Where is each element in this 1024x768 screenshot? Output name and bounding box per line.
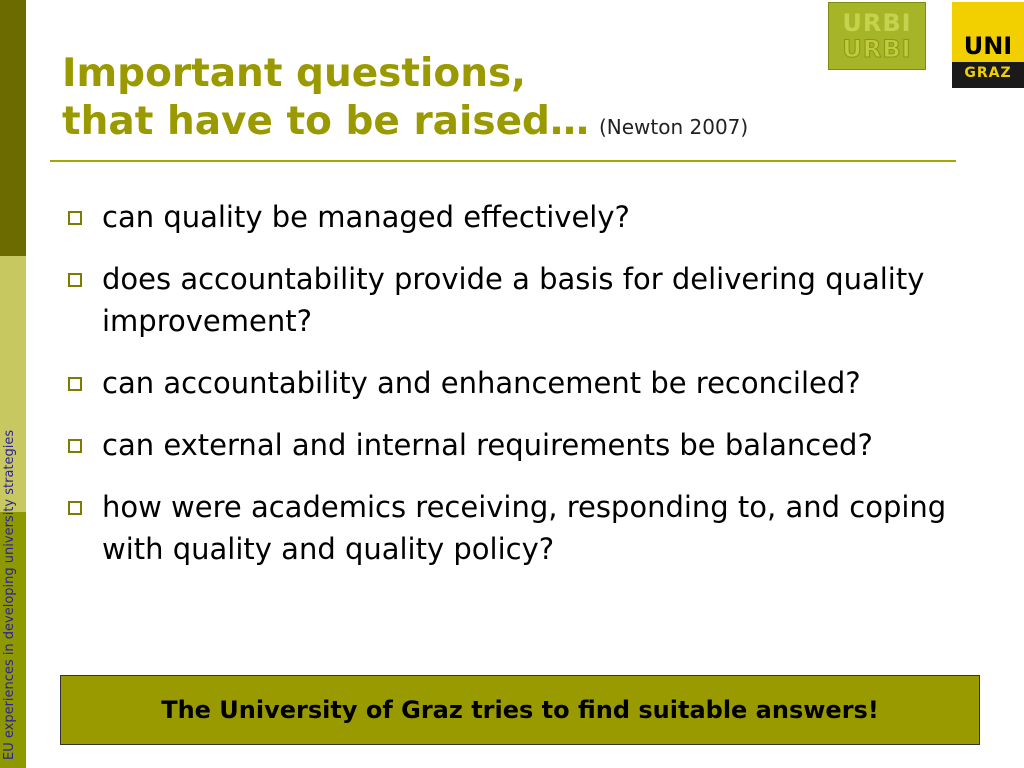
side-band-top — [0, 0, 26, 256]
title-divider — [50, 160, 956, 162]
conclusion-callout — [60, 675, 980, 745]
bullet-item — [68, 258, 998, 342]
side-caption: EU experiences in developing university strategies — [2, 429, 17, 760]
square-bullet-icon — [68, 377, 82, 391]
uni-graz-logo — [952, 2, 1024, 88]
urbi-logo-text-bottom: URBI — [842, 35, 912, 63]
slide-title — [62, 50, 748, 151]
slide-title-line1: Important questions, — [62, 51, 526, 96]
bullet-text: can external and internal requirements be balanced? — [102, 428, 873, 462]
square-bullet-icon — [68, 501, 82, 515]
bullet-item — [68, 424, 998, 466]
bullet-list — [68, 196, 998, 590]
slide-citation: (Newton 2007) — [598, 115, 749, 139]
bullet-text: can quality be managed effectively? — [102, 200, 630, 234]
slide-title-line2 — [62, 98, 748, 151]
bullet-item — [68, 196, 998, 238]
square-bullet-icon — [68, 273, 82, 287]
urbi-logo-text-top: URBI — [842, 9, 912, 37]
uni-graz-logo-uni: UNI — [963, 32, 1013, 60]
bullet-text: does accountability provide a basis for delivering quality improvement? — [102, 262, 925, 338]
slide-title-line2-text: that have to be raised… — [62, 99, 589, 144]
bullet-item — [68, 362, 998, 404]
square-bullet-icon — [68, 439, 82, 453]
conclusion-callout-text: The University of Graz tries to find suitable answers! — [161, 696, 879, 724]
bullet-text: how were academics receiving, responding to, and coping with quality and quality policy? — [102, 490, 947, 566]
square-bullet-icon — [68, 211, 82, 225]
side-band — [0, 0, 26, 768]
urbi-logo — [828, 2, 926, 70]
bullet-item — [68, 486, 998, 570]
uni-graz-logo-graz: GRAZ — [964, 65, 1012, 81]
bullet-text: can accountability and enhancement be reconciled? — [102, 366, 861, 400]
